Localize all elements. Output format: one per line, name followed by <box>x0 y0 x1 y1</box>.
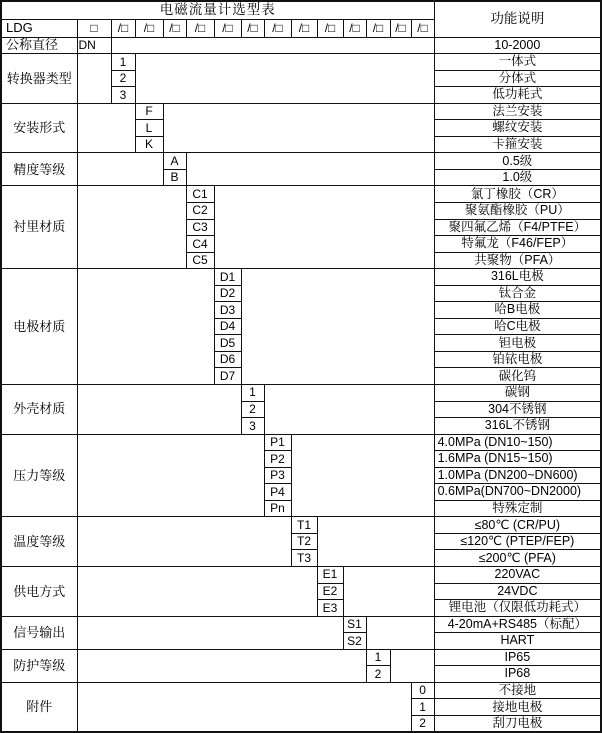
model-slot: /□ <box>343 19 366 37</box>
table-title: 电磁流量计选型表 <box>1 1 434 19</box>
category-label: 温度等级 <box>1 517 77 567</box>
option-code: 1 <box>241 384 264 401</box>
category-label: 防护等级 <box>1 649 77 682</box>
section-row <box>1 186 601 203</box>
option-code: K <box>135 136 163 153</box>
option-code: 2 <box>111 70 135 87</box>
section-row <box>1 567 601 584</box>
spacer <box>77 434 264 517</box>
option-code: F <box>135 103 163 120</box>
option-code: E3 <box>317 600 343 617</box>
section-row <box>1 153 601 170</box>
option-code: 0 <box>411 682 434 699</box>
option-desc: 刮刀电极 <box>434 715 601 732</box>
option-desc: ≤200℃ (PFA) <box>434 550 601 567</box>
spacer <box>135 54 434 104</box>
option-code: T3 <box>291 550 317 567</box>
option-desc: 24VDC <box>434 583 601 600</box>
model-slot: /□ <box>214 19 241 37</box>
spacer <box>77 517 291 567</box>
option-desc: 一体式 <box>434 54 601 71</box>
option-desc: 分体式 <box>434 70 601 87</box>
spacer <box>214 186 434 269</box>
option-desc: IP68 <box>434 666 601 683</box>
option-code: P1 <box>264 434 291 451</box>
option-code: 3 <box>111 87 135 104</box>
option-desc: 哈C电极 <box>434 318 601 335</box>
option-desc: 钛合金 <box>434 285 601 302</box>
spacer <box>343 567 434 617</box>
option-code: 2 <box>411 715 434 732</box>
section-row <box>1 103 601 120</box>
option-desc: 0.5级 <box>434 153 601 170</box>
option-desc: 220VAC <box>434 567 601 584</box>
option-desc: 法兰安装 <box>434 103 601 120</box>
option-desc: ≤120℃ (PTEP/FEP) <box>434 533 601 550</box>
model-slot: /□ <box>135 19 163 37</box>
option-desc: 碳化钨 <box>434 368 601 385</box>
option-code: T2 <box>291 533 317 550</box>
section-row <box>1 384 601 401</box>
section-row <box>1 616 601 633</box>
spacer <box>77 153 163 186</box>
option-desc: 特氟龙（F46/FEP） <box>434 236 601 253</box>
option-desc: 1.6MPa (DN15~150) <box>434 451 601 468</box>
option-desc: 10-2000 <box>434 37 601 54</box>
option-code: B <box>163 169 186 186</box>
model-slot: /□ <box>186 19 214 37</box>
category-label: 供电方式 <box>1 567 77 617</box>
option-code: 1 <box>411 699 434 716</box>
option-code: C1 <box>186 186 214 203</box>
spacer <box>77 567 317 617</box>
model-slot: /□ <box>163 19 186 37</box>
option-code: Pn <box>264 500 291 517</box>
spacer <box>163 103 434 153</box>
option-code: 1 <box>366 649 390 666</box>
option-desc: 螺纹安装 <box>434 120 601 137</box>
option-desc: 哈B电极 <box>434 302 601 319</box>
option-code: DN <box>77 37 111 54</box>
model-slot: /□ <box>291 19 317 37</box>
option-code: D3 <box>214 302 241 319</box>
option-desc: HART <box>434 633 601 650</box>
option-desc: 接地电极 <box>434 699 601 716</box>
option-desc: 304不锈钢 <box>434 401 601 418</box>
spacer <box>77 269 214 385</box>
option-desc: 聚氨酯橡胶（PU） <box>434 202 601 219</box>
option-desc: 1.0MPa (DN200~DN600) <box>434 467 601 484</box>
option-code: D6 <box>214 351 241 368</box>
option-desc: 卡箍安装 <box>434 136 601 153</box>
spacer <box>77 186 186 269</box>
model-base-box: □ <box>77 19 111 37</box>
spacer <box>186 153 434 186</box>
category-label: 电极材质 <box>1 269 77 385</box>
option-desc: 1.0级 <box>434 169 601 186</box>
category-label: 衬里材质 <box>1 186 77 269</box>
option-desc: IP65 <box>434 649 601 666</box>
option-code: D5 <box>214 335 241 352</box>
option-code: E2 <box>317 583 343 600</box>
model-slot: /□ <box>264 19 291 37</box>
option-code: P4 <box>264 484 291 501</box>
section-row <box>1 54 601 71</box>
option-code: 1 <box>111 54 135 71</box>
option-code: C5 <box>186 252 214 269</box>
section-row <box>1 649 601 666</box>
spacer <box>77 103 135 153</box>
option-desc: 特殊定制 <box>434 500 601 517</box>
spacer <box>264 384 434 434</box>
option-code: P2 <box>264 451 291 468</box>
category-label: 附件 <box>1 682 77 732</box>
option-code: C2 <box>186 202 214 219</box>
spacer <box>241 269 434 385</box>
section-row <box>1 434 601 451</box>
spacer <box>317 517 434 567</box>
category-label: 安装形式 <box>1 103 77 153</box>
option-desc: 低功耗式 <box>434 87 601 104</box>
option-code: P3 <box>264 467 291 484</box>
section-row <box>1 517 601 534</box>
category-label: 压力等级 <box>1 434 77 517</box>
spacer <box>77 649 366 682</box>
option-code: S1 <box>343 616 366 633</box>
category-label: 精度等级 <box>1 153 77 186</box>
option-desc: 钽电极 <box>434 335 601 352</box>
spacer <box>291 434 434 517</box>
spacer <box>77 682 411 732</box>
spacer <box>366 616 434 649</box>
option-code: L <box>135 120 163 137</box>
option-code: D7 <box>214 368 241 385</box>
model-slot: /□ <box>241 19 264 37</box>
option-desc: 聚四氟乙烯（F4/PTFE） <box>434 219 601 236</box>
option-code: T1 <box>291 517 317 534</box>
model-slot: /□ <box>317 19 343 37</box>
spacer <box>390 649 434 682</box>
option-desc: 316L不锈钢 <box>434 418 601 435</box>
spacer <box>77 384 241 434</box>
section-row <box>1 269 601 286</box>
model-prefix: LDG <box>1 19 77 37</box>
option-desc: 铂铱电极 <box>434 351 601 368</box>
option-code: D2 <box>214 285 241 302</box>
option-code: S2 <box>343 633 366 650</box>
model-slot: /□ <box>111 19 135 37</box>
model-slot: /□ <box>390 19 411 37</box>
option-code: C3 <box>186 219 214 236</box>
spacer <box>77 616 343 649</box>
option-desc: 氯丁橡胶（CR） <box>434 186 601 203</box>
spacer <box>111 37 434 54</box>
option-code: D1 <box>214 269 241 286</box>
option-desc: 不接地 <box>434 682 601 699</box>
option-code: A <box>163 153 186 170</box>
model-slot: /□ <box>366 19 390 37</box>
option-desc: ≤80℃ (CR/PU) <box>434 517 601 534</box>
option-desc: 共聚物（PFA） <box>434 252 601 269</box>
model-slot: /□ <box>411 19 434 37</box>
category-label: 公称直径 <box>1 37 77 54</box>
option-code: 2 <box>366 666 390 683</box>
option-desc: 4.0MPa (DN10~150) <box>434 434 601 451</box>
option-code: E1 <box>317 567 343 584</box>
option-desc: 316L电极 <box>434 269 601 286</box>
category-label: 信号输出 <box>1 616 77 649</box>
category-label: 外壳材质 <box>1 384 77 434</box>
function-column-header: 功能说明 <box>434 1 601 37</box>
category-label: 转换器类型 <box>1 54 77 104</box>
option-desc: 0.6MPa(DN700~DN2000) <box>434 484 601 501</box>
option-desc: 4-20mA+RS485（标配） <box>434 616 601 633</box>
option-code: 2 <box>241 401 264 418</box>
option-code: D4 <box>214 318 241 335</box>
title-row <box>1 1 601 19</box>
section-row <box>1 682 601 699</box>
option-code: 3 <box>241 418 264 435</box>
option-desc: 锂电池（仅限低功耗式） <box>434 600 601 617</box>
option-code: C4 <box>186 236 214 253</box>
spacer <box>77 54 111 104</box>
dn-row <box>1 37 601 54</box>
option-desc: 碳钢 <box>434 384 601 401</box>
